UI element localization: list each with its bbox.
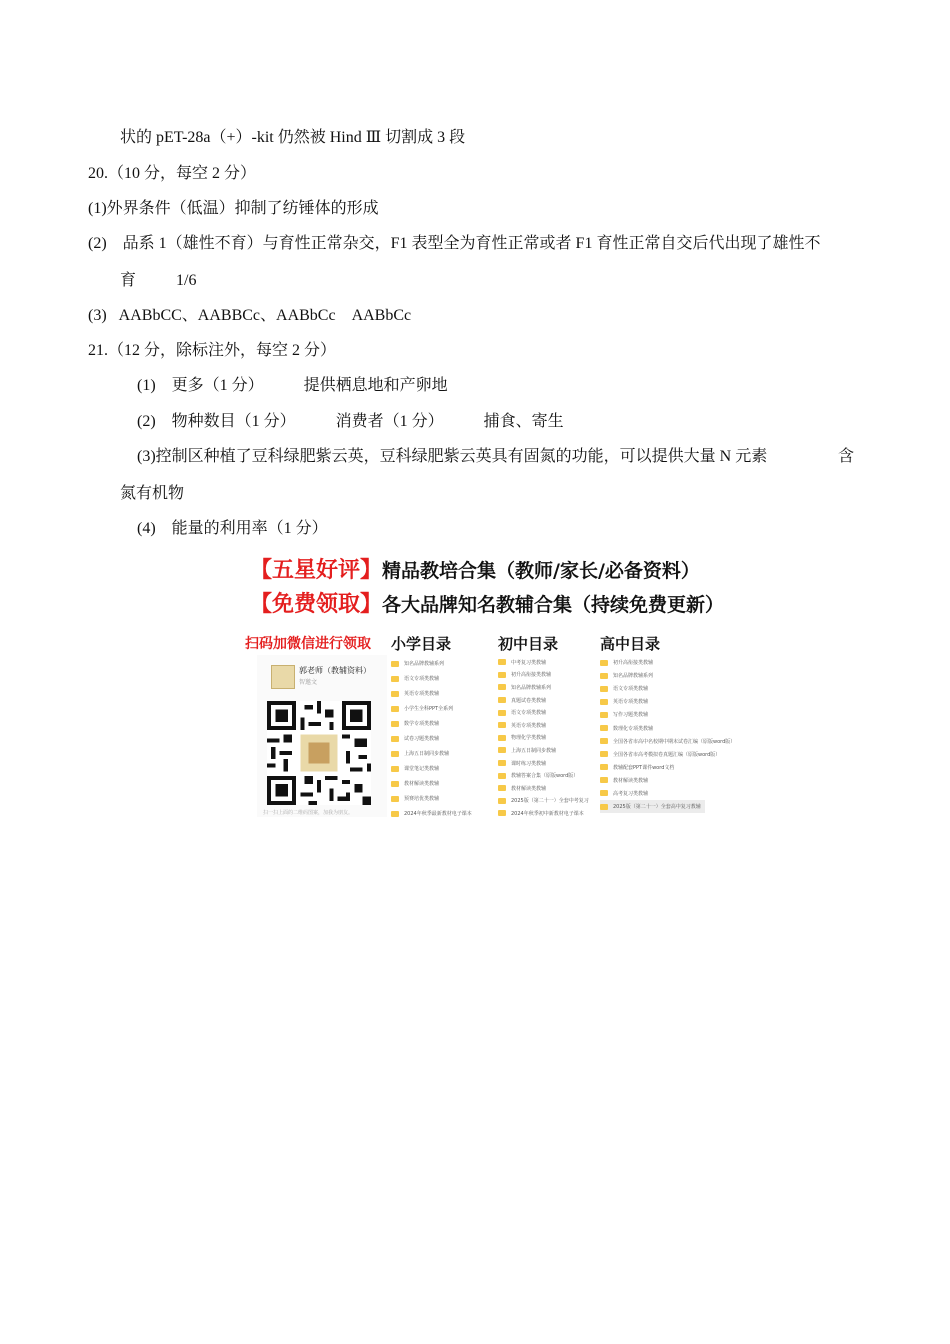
folder-icon — [600, 725, 608, 731]
folder-icon — [600, 751, 608, 757]
list-item-label: 知名品牌教辅系列 — [511, 684, 552, 691]
list-item-label: 英语专项类教辅 — [404, 691, 440, 697]
list-item[interactable] — [391, 686, 472, 701]
list-item-label: 教材解读类教辅 — [613, 777, 649, 784]
list-item-label: 语文专项类教辅 — [404, 676, 440, 682]
folder-icon — [600, 777, 608, 783]
list-item-label: 2025版（第二十一）全套中考复习 — [511, 798, 589, 805]
list-item[interactable] — [600, 774, 705, 787]
folder-icon — [498, 773, 506, 779]
promo-banner — [245, 553, 736, 821]
folder-icon — [600, 686, 608, 692]
list-item[interactable] — [498, 757, 589, 770]
list-item[interactable] — [391, 671, 472, 686]
folder-icon — [391, 691, 399, 697]
primary-catalog-list — [391, 656, 472, 821]
banner-title-2-red: 【免费领取】 — [250, 592, 383, 617]
list-item[interactable] — [600, 735, 736, 748]
list-item-label: 数理化专项类教辅 — [613, 725, 654, 732]
list-item[interactable] — [600, 656, 705, 669]
list-item-label: 中考复习类教辅 — [511, 659, 547, 666]
list-item[interactable] — [498, 669, 589, 682]
list-item[interactable] — [391, 761, 472, 776]
list-item[interactable] — [498, 782, 589, 795]
folder-icon — [391, 706, 399, 712]
folder-icon — [498, 760, 506, 766]
list-item-label: 上海五日制同步教辅 — [511, 747, 557, 754]
list-item[interactable] — [498, 807, 589, 820]
list-item-label: 2025版（第二十一）全套高中复习教辅 — [613, 804, 701, 811]
wechat-contact-card — [257, 655, 387, 817]
list-item[interactable] — [600, 748, 721, 761]
answer-21-2: (2) 物种数目（1 分） 消费者（1 分） 捕食、寄生 — [137, 413, 564, 430]
folder-icon — [498, 684, 506, 690]
answer-20-2: (2) 品系 1（雄性不育）与育性正常杂交，F1 表型全为育性正常或者 F1 育性正常自交后代出现了雄性不 — [88, 235, 821, 252]
folder-icon — [391, 796, 399, 802]
middle-catalog-list — [498, 656, 589, 820]
list-item-label: 教辅答案合集（原版word版） — [511, 773, 579, 780]
folder-icon — [391, 781, 399, 787]
contact-subtitle: 智邀文 — [299, 679, 318, 686]
answer-20-3: (3) AABbCC、AABBCc、AABbCc AABbCc — [88, 307, 412, 324]
folder-icon — [498, 722, 506, 728]
list-item[interactable] — [600, 682, 705, 695]
card-footer-note: 扫一扫上面的二维码图案，加我为朋友。 — [263, 810, 354, 816]
middle-catalog-heading: 初中目录 — [498, 635, 559, 653]
text-line-1: 状的 pET-28a（+）-kit 仍然被 Hind Ⅲ 切割成 3 段 — [120, 129, 466, 146]
folder-icon — [498, 747, 506, 753]
list-item[interactable] — [391, 806, 472, 821]
list-item[interactable] — [498, 769, 589, 782]
list-item[interactable] — [498, 706, 589, 719]
list-item-label: 英语专项类教辅 — [511, 722, 547, 729]
list-item-label: 知名品牌教辅系列 — [613, 673, 654, 680]
list-item-label: 课时练习类教辅 — [511, 760, 547, 767]
folder-icon — [498, 710, 506, 716]
list-item[interactable] — [600, 695, 705, 708]
list-item-label: 试卷习题类教辅 — [404, 736, 440, 742]
list-item-label: 预赛培优类教辅 — [404, 796, 440, 802]
answer-20-2-cont: 育 1/6 — [120, 272, 197, 289]
list-item-label: 高考复习类教辅 — [613, 790, 649, 797]
folder-icon — [600, 804, 608, 810]
list-item[interactable] — [391, 776, 472, 791]
list-item[interactable] — [498, 744, 589, 757]
folder-icon — [391, 751, 399, 757]
list-item-label: 物理化学类教辅 — [511, 735, 547, 742]
folder-icon — [391, 661, 399, 667]
list-item-label: 知名品牌教辅系列 — [404, 661, 445, 667]
list-item[interactable] — [391, 791, 472, 806]
folder-icon — [498, 798, 506, 804]
list-item-label: 全国各省市高考模拟卷真题汇编（原版word版） — [613, 751, 721, 758]
folder-icon — [498, 659, 506, 665]
banner-title-1-black: 精品教培合集（教师/家长/必备资料） — [382, 560, 700, 582]
list-item-label: 真题试卷类教辅 — [511, 697, 547, 704]
folder-icon — [600, 790, 608, 796]
folder-icon — [391, 766, 399, 772]
list-item[interactable] — [391, 746, 472, 761]
list-item-label: 数学专项类教辅 — [404, 721, 440, 727]
list-item-label: 初升高衔接类教辅 — [511, 672, 552, 679]
list-item-label: 小学生全科PPT全系列 — [404, 706, 454, 712]
list-item[interactable] — [498, 656, 589, 669]
primary-catalog-heading: 小学目录 — [391, 635, 452, 653]
folder-icon — [600, 673, 608, 679]
list-item[interactable] — [391, 701, 472, 716]
folder-icon — [498, 672, 506, 678]
answer-20-1: (1)外界条件（低温）抑制了纺锤体的形成 — [88, 200, 379, 217]
folder-icon — [391, 676, 399, 682]
folder-icon — [391, 736, 399, 742]
list-item-label: 全国各省市高中名校期中期末试卷汇编（原版word版） — [613, 738, 736, 745]
answer-21-1: (1) 更多（1 分） 提供栖息地和产卵地 — [137, 377, 448, 394]
folder-icon — [498, 697, 506, 703]
list-item-label: 写作习题类教辅 — [613, 712, 649, 719]
banner-title-1 — [250, 557, 700, 585]
list-item[interactable] — [498, 681, 589, 694]
list-item-label: 教材解读类教辅 — [511, 785, 547, 792]
list-item-label: 2024年秋季初中新教材电子课本 — [511, 810, 584, 817]
answer-21-3-cont: 氮有机物 — [120, 485, 185, 502]
folder-icon — [600, 699, 608, 705]
list-item[interactable] — [391, 716, 472, 731]
list-item[interactable] — [498, 795, 589, 808]
list-item[interactable] — [498, 719, 589, 732]
banner-title-1-red: 【五星好评】 — [250, 558, 383, 583]
folder-icon — [391, 811, 399, 817]
list-item-label: 上海五日制同步教辅 — [404, 751, 450, 757]
answer-21-3-tail: 含 — [838, 448, 855, 465]
high-catalog-heading: 高中目录 — [600, 635, 661, 653]
folder-icon — [391, 721, 399, 727]
scan-instruction: 扫码加微信进行领取 — [245, 636, 371, 652]
list-item[interactable] — [391, 656, 472, 671]
question-21-header: 21.（12 分，除标注外，每空 2 分） — [88, 342, 337, 359]
list-item-label: 语文专项类教辅 — [613, 686, 649, 693]
list-item[interactable] — [600, 721, 705, 734]
folder-icon — [498, 785, 506, 791]
list-item-label: 教辅配套PPT课件word文档 — [613, 764, 675, 771]
list-item[interactable] — [391, 731, 472, 746]
list-item-label: 课堂笔记类教辅 — [404, 766, 440, 772]
list-item[interactable] — [600, 761, 705, 774]
list-item[interactable] — [600, 669, 705, 682]
answer-21-4: (4) 能量的利用率（1 分） — [137, 520, 328, 537]
folder-icon — [600, 712, 608, 718]
folder-icon — [600, 764, 608, 770]
folder-icon — [600, 738, 608, 744]
list-item[interactable] — [600, 787, 705, 800]
banner-title-2 — [250, 591, 724, 619]
contact-name: 郭老师（教辅资料） — [299, 666, 371, 675]
list-item-label: 语文专项类教辅 — [511, 710, 547, 717]
list-item[interactable] — [600, 708, 705, 721]
list-item[interactable] — [600, 800, 705, 813]
banner-title-2-black: 各大品牌知名教辅合集（持续免费更新） — [382, 594, 725, 616]
list-item-label: 教材解读类教辅 — [404, 781, 440, 787]
list-item-label: 初升高衔接类教辅 — [613, 660, 654, 667]
question-20-header: 20.（10 分，每空 2 分） — [88, 165, 257, 182]
list-item[interactable] — [498, 694, 589, 707]
list-item-label: 2024年秋季最新教材电子课本 — [404, 811, 472, 817]
folder-icon — [600, 660, 608, 666]
high-catalog-list — [600, 656, 736, 813]
avatar — [271, 665, 295, 689]
list-item-label: 英语专项类教辅 — [613, 699, 649, 706]
answer-21-3: (3)控制区种植了豆科绿肥紫云英，豆科绿肥紫云英具有固氮的功能，可以提供大量 N 元素 — [137, 448, 768, 465]
qr-code-icon[interactable] — [267, 701, 371, 805]
folder-icon — [498, 810, 506, 816]
list-item[interactable] — [498, 732, 589, 745]
folder-icon — [498, 735, 506, 741]
